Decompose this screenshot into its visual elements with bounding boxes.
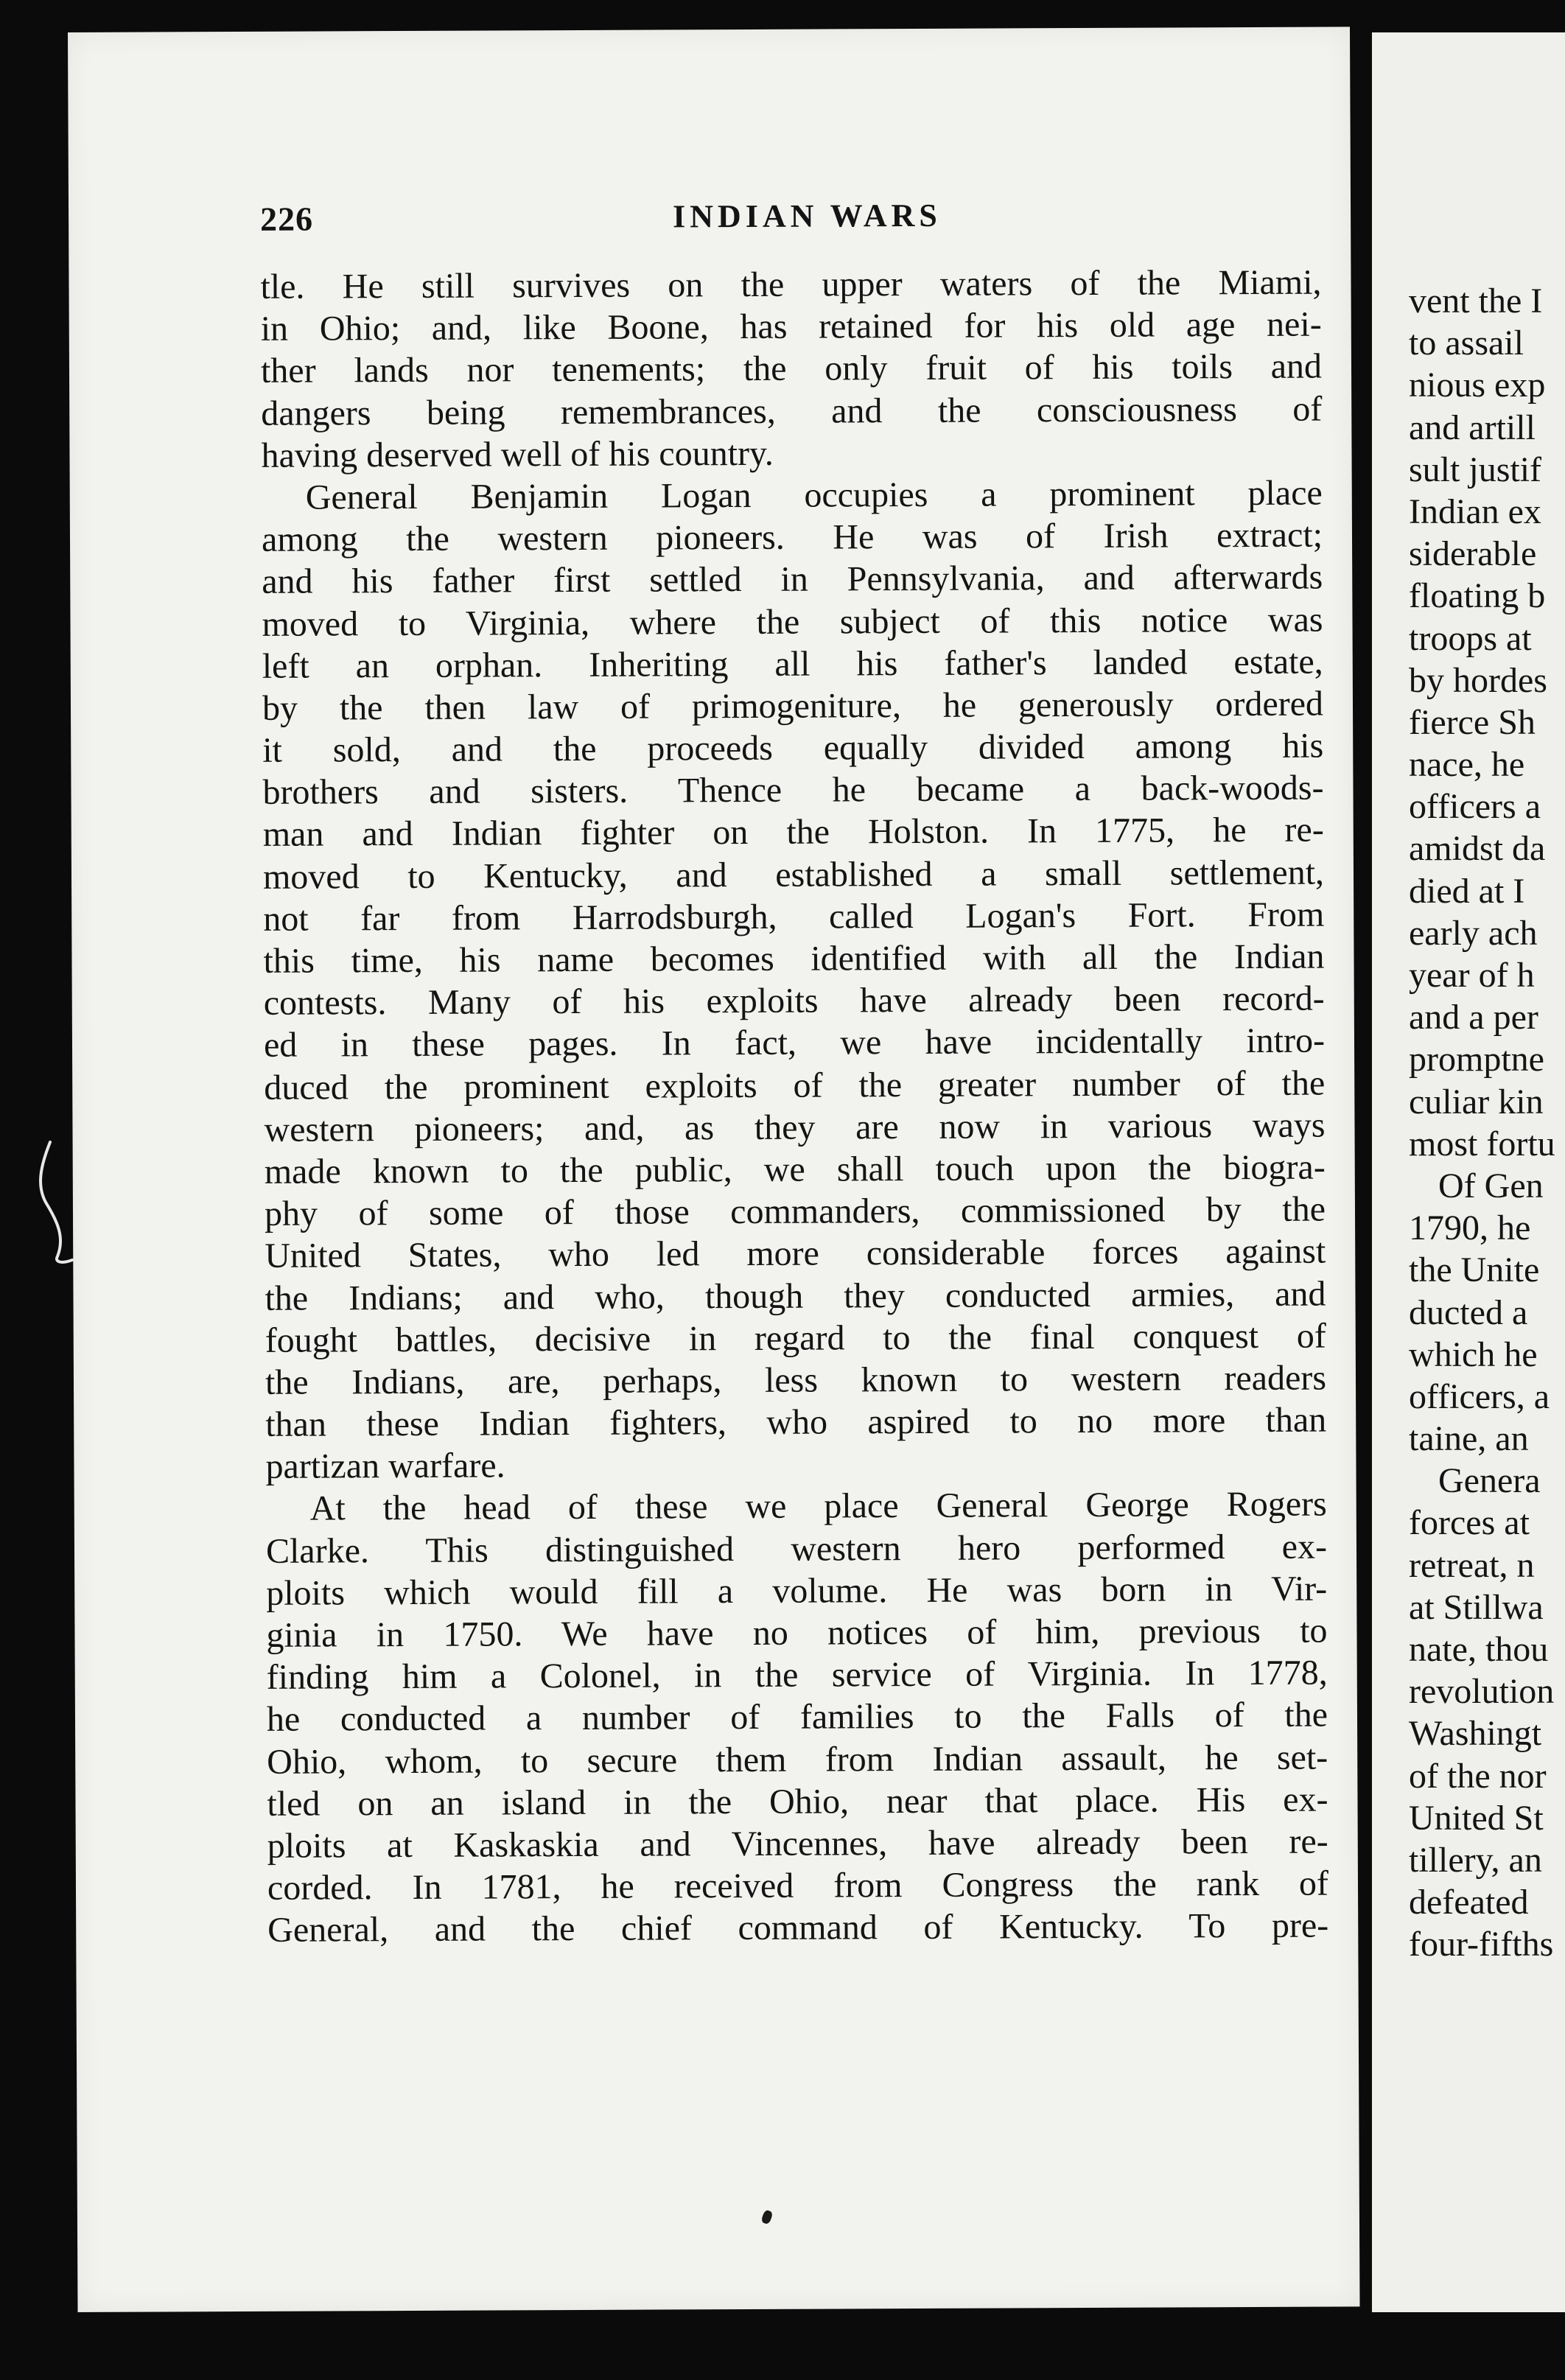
text-line: among the western pioneers. He was of Irish extract; [261, 515, 1323, 559]
text-line: ploits at Kaskaskia and Vincennes, have already been re- [267, 1821, 1328, 1866]
text-line: it sold, and the proceeds equally divided among his [262, 726, 1324, 770]
text-line: the Indians, are, perhaps, less known to western readers [265, 1358, 1327, 1402]
running-head-title: INDIAN WARS [672, 197, 942, 235]
text-line: and his father first settled in Pennsylvania, and afterwards [262, 557, 1323, 602]
text-line: corded. In 1781, he received from Congress the rank of [267, 1863, 1329, 1908]
text-line: Washingt [1409, 1714, 1542, 1754]
text-line: died at I [1409, 871, 1525, 911]
text-line: ploits which would fill a volume. He was born in Vir- [266, 1569, 1328, 1613]
text-line: the Unite [1409, 1250, 1540, 1290]
text-line: of the nor [1409, 1756, 1547, 1796]
text-line: floating b [1409, 576, 1546, 616]
text-line: ginia in 1750. We have no notices of him, previous to [266, 1611, 1328, 1655]
text-line: taine, an [1409, 1419, 1529, 1459]
text-line: finding him a Colonel, in the service of Virginia. In 1778, [266, 1653, 1328, 1698]
text-line: the Indians; and who, though they conducted armies, and [265, 1274, 1326, 1318]
text-line: troops at [1409, 618, 1532, 658]
text-line: phy of some of those commanders, commissioned by the [264, 1189, 1326, 1233]
text-line: United States, who led more considerable forces against [265, 1231, 1326, 1276]
text-line: culiar kin [1409, 1082, 1544, 1121]
left-page [68, 27, 1359, 2312]
text-line: amidst da [1409, 829, 1546, 869]
text-line: officers, a [1409, 1376, 1550, 1416]
text-line: General Benjamin Logan occupies a prominent place [305, 473, 1323, 517]
page-number: 226 [259, 200, 314, 238]
text-line: Ohio, whom, to secure them from Indian assault, he set- [267, 1737, 1328, 1782]
text-line: than these Indian fighters, who aspired to no more than [265, 1400, 1327, 1444]
text-line: to assail [1409, 323, 1524, 363]
text-line: General, and the chief command of Kentucky. To pre- [267, 1905, 1329, 1950]
text-line: partizan warfare. [265, 1446, 505, 1487]
text-line: nious exp [1409, 365, 1546, 405]
text-line: early ach [1409, 913, 1538, 953]
right-page-text [1409, 280, 1565, 1966]
text-line: not far from Harrodsburgh, called Logan's Fort. From [263, 895, 1325, 939]
text-line: and a per [1409, 998, 1538, 1037]
text-line: nace, he [1409, 745, 1525, 785]
text-line: man and Indian fighter on the Holston. In 1775, he re- [262, 811, 1324, 855]
text-line: At the head of these we place General George Rogers [309, 1485, 1327, 1529]
text-line: having deserved well of his country. [261, 433, 774, 475]
text-line: western pioneers; and, as they are now in various ways [264, 1105, 1326, 1149]
text-line: defeated [1409, 1883, 1529, 1922]
text-line: dangers being remembrances, and the consciousness of [261, 389, 1323, 433]
text-line: by hordes [1409, 660, 1547, 700]
text-line: made known to the public, we shall touch upon the biogra- [264, 1147, 1326, 1191]
text-line: promptne [1409, 1040, 1544, 1079]
text-line: tled on an island in the Ohio, near that place. His ex- [267, 1779, 1328, 1824]
text-line: retreat, n [1409, 1545, 1535, 1585]
text-line: officers a [1409, 787, 1541, 827]
text-line: ducted a [1409, 1292, 1528, 1332]
body-text [260, 262, 1328, 1952]
text-line: by the then law of primogeniture, he generously ordered [262, 684, 1324, 728]
text-line: Indian ex [1409, 491, 1541, 531]
text-line: sult justif [1409, 449, 1542, 489]
text-line: most fortu [1409, 1124, 1555, 1163]
text-line: nate, thou [1409, 1630, 1549, 1669]
text-line: this time, his name becomes identified with all the Indian [263, 937, 1325, 981]
text-line: moved to Kentucky, and established a small settlement, [262, 853, 1325, 897]
text-line: moved to Virginia, where the subject of this notice was [262, 600, 1323, 644]
text-line: left an orphan. Inheriting all his father's landed estate, [262, 642, 1323, 686]
text-line: vent the I [1409, 281, 1543, 321]
text-line: tle. He still survives on the upper waters of the Miami, [260, 262, 1322, 307]
ink-dot [760, 2209, 773, 2225]
text-line: 1790, he [1409, 1208, 1531, 1248]
text-line: fought battles, decisive in regard to the final conquest of [265, 1316, 1326, 1360]
text-line: he conducted a number of families to the Falls of the [266, 1695, 1328, 1740]
text-line: and artill [1409, 407, 1536, 447]
text-line: forces at [1409, 1503, 1530, 1543]
text-line: siderable [1409, 534, 1537, 574]
text-line: at Stillwa [1409, 1587, 1544, 1627]
text-line: which he [1409, 1334, 1538, 1374]
text-line: revolution [1409, 1672, 1555, 1712]
text-line: in Ohio; and, like Boone, has retained for his old age nei- [260, 304, 1322, 349]
text-line: four-fifths [1409, 1925, 1554, 1964]
text-line: year of h [1409, 956, 1535, 995]
text-line: duced the prominent exploits of the greater number of the [264, 1063, 1326, 1107]
text-line: contests. Many of his exploits have already been record- [263, 979, 1325, 1023]
text-line: Genera [1438, 1461, 1541, 1501]
text-line: ther lands nor tenements; the only fruit of his toils and [260, 346, 1323, 391]
text-line: ed in these pages. In fact, we have incidentally intro- [263, 1021, 1326, 1065]
text-line: brothers and sisters. Thence he became a back-woods- [262, 768, 1324, 813]
text-line: Clarke. This distinguished western hero performed ex- [265, 1527, 1328, 1571]
text-line: United St [1409, 1798, 1544, 1838]
text-line: tillery, an [1409, 1840, 1542, 1880]
text-line: Of Gen [1438, 1166, 1544, 1205]
right-page [1372, 32, 1565, 2312]
running-head [260, 195, 1314, 259]
margin-scribble [28, 1135, 80, 1267]
text-line: fierce Sh [1409, 702, 1536, 742]
